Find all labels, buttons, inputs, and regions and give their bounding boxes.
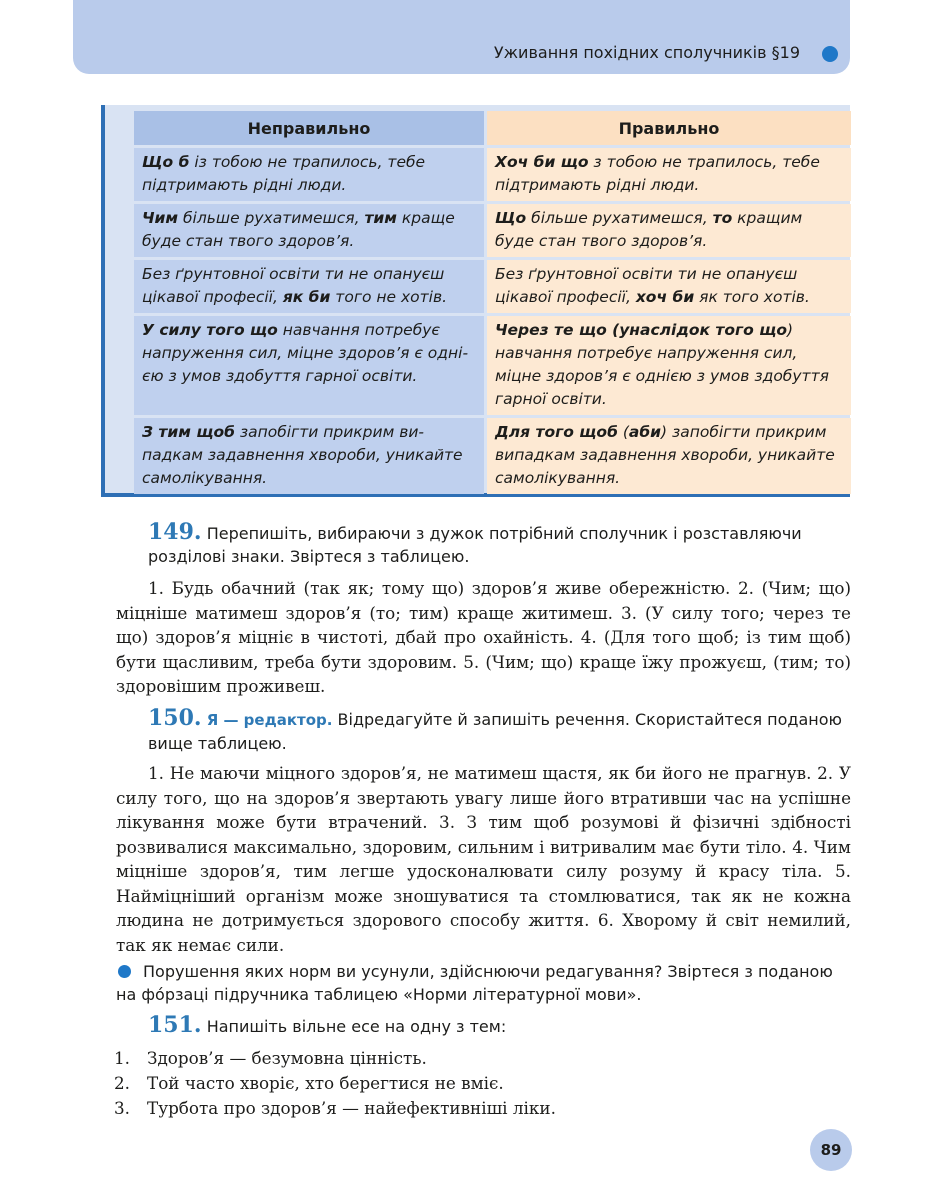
table-row bbox=[134, 204, 851, 257]
header-right: Правильно bbox=[487, 111, 851, 145]
cell-wrong: Без ґрунтовної освіти ти не опануєш цікавої професії, як би того не хотів. bbox=[134, 260, 484, 313]
cell-right: Без ґрунтовної освіти ти не опануєш цікавої професії, хоч би як того хотів. bbox=[487, 260, 851, 313]
table-row bbox=[134, 148, 851, 201]
list-item: 3. Турбота про здоров’я — найефективніші ліки. bbox=[114, 1098, 556, 1118]
rules-table-panel bbox=[101, 105, 850, 497]
note-block bbox=[116, 960, 851, 1006]
exercise-149-task bbox=[148, 521, 851, 568]
cell-right: Хоч би що з тобою не трапилось, тебе підтримають рідні люди. bbox=[487, 148, 851, 201]
essay-topics-list bbox=[114, 1046, 556, 1121]
list-item: 1. Здоров’я — безумовна цінність. bbox=[114, 1048, 427, 1068]
list-item: 2. Той часто хворіє, хто берегтися не вміє. bbox=[114, 1073, 504, 1093]
editor-badge: Я — редактор. bbox=[206, 711, 333, 729]
table-row bbox=[134, 316, 851, 415]
cell-wrong: У силу того що навчання потребує напруження сил, міцне здоров’я є однією з умов здобуття гарної освіти. bbox=[134, 316, 484, 415]
exercise-number: 149. bbox=[148, 519, 202, 545]
cell-right: Що більше рухатимешся, то кращим буде стан твого здоров’я. bbox=[487, 204, 851, 257]
note-text: Порушення яких норм ви усунули, здійснюючи редагування? Звіртеся з поданою на фо́рзаці підручника таблицею «Норми літературної мови». bbox=[116, 962, 833, 1004]
header-wrong: Неправильно bbox=[134, 111, 484, 145]
page-header bbox=[73, 0, 850, 74]
cell-wrong: Чим більше рухатимешся, тим краще буде стан твого здоров’я. bbox=[134, 204, 484, 257]
cell-right: Через те що (унаслідок того що) навчання потребує напруження сил, міцне здоров’я є однією з умов здобуття гарної освіти. bbox=[487, 316, 851, 415]
task-text: Відредагуйте й запишіть речення. Скористайтеся поданою вище таблицею. bbox=[148, 710, 843, 753]
bullet-dot-icon bbox=[822, 46, 838, 62]
task-text: Перепишіть, вибираючи з дужок потрібний сполучник і розставляючи розділові знаки. Звіртеся з таблицею. bbox=[148, 524, 802, 566]
exercise-151-task bbox=[148, 1014, 506, 1038]
table-row bbox=[134, 418, 851, 494]
task-text: Напишіть вільне есе на одну з тем: bbox=[206, 1017, 507, 1036]
exercise-150-task bbox=[148, 707, 851, 755]
page-number: 89 bbox=[810, 1129, 852, 1171]
bullet-dot-icon bbox=[118, 965, 131, 978]
cell-right: Для того щоб (аби) запобігти прикрим випадкам задавнення хвороби, уникайте самолікування. bbox=[487, 418, 851, 494]
section-title: Уживання похідних сполучників §19 bbox=[493, 43, 800, 62]
exercise-number: 150. bbox=[148, 705, 202, 731]
exercise-150-text: 1. Не маючи міцного здоров’я, не матимеш щастя, як би його не прагнув. 2. У силу того, що на здоров’я звертають увагу лише його втративши час на успішне лікування може бути втрачений. 3. З тим щоб розумові й фізичні здібності розвивалися максимально, здоровим, сильним і витривалим має бути тіло. 4. Чим міцніше здоров’я, тим легше удосконалювати силу розуму й красу тіла. 5. Найміцніший організм може зношуватися та стомлюватися, так як не кожна людина не дотримується здорового способу життя. 6. Хворому й світ немилий, так як немає сили. bbox=[116, 763, 851, 955]
conjunction-rules-table bbox=[131, 108, 854, 497]
cell-wrong: З тим щоб запобігти прикрим випадкам задавнення хвороби, уникайте самолікування. bbox=[134, 418, 484, 494]
cell-wrong: Що б із тобою не трапилось, тебе підтримають рідні люди. bbox=[134, 148, 484, 201]
exercise-149-text: 1. Будь обачний (так як; тому що) здоров’я живе обережністю. 2. (Чим; що) міцніше матимеш здоров’я (то; тим) краще житимеш. 3. (У силу того; через те що) здоров’я міцніє в чистоті, дбай про охайність. 4. (Для того щоб; із тим щоб) бути щасливим, треба бути здоровим. 5. (Чим; що) краще їжу прожуєш, (тим; то) здоровішим проживеш. bbox=[116, 578, 851, 696]
exercise-number: 151. bbox=[148, 1012, 202, 1038]
table-row bbox=[134, 260, 851, 313]
